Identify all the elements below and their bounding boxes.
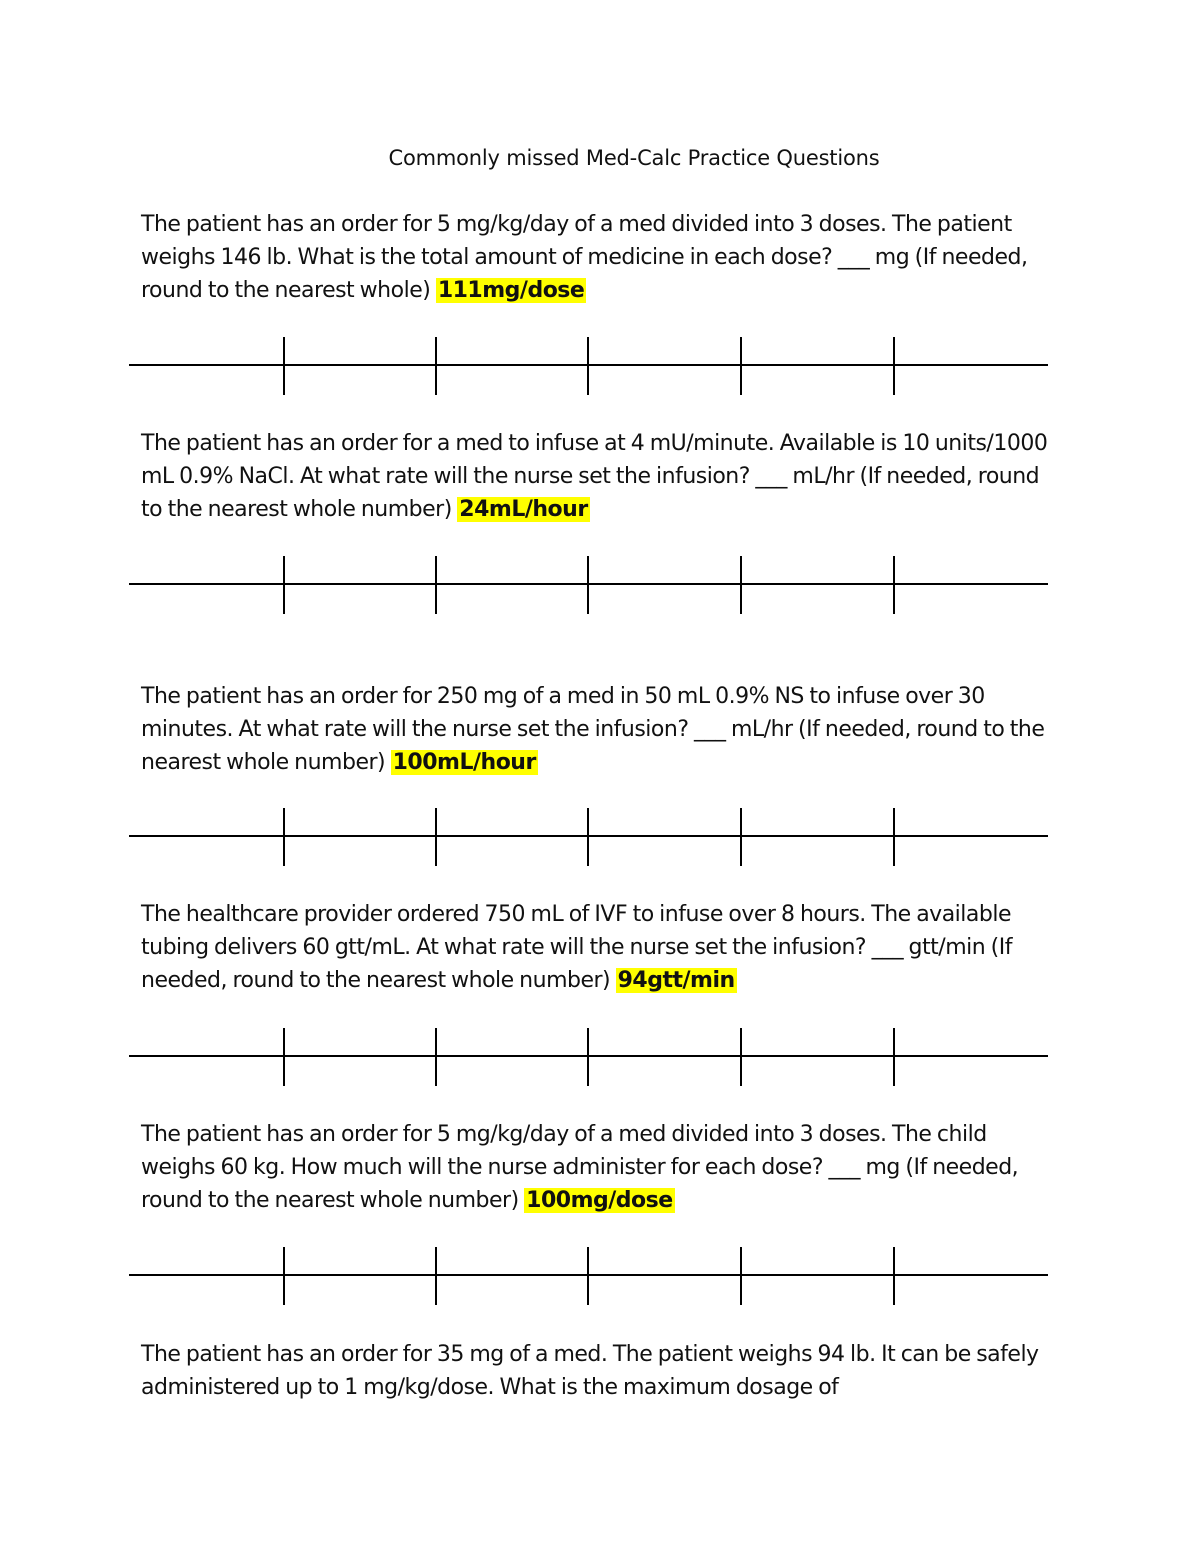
question-6-text: The patient has an order for 35 mg of a med. The patient weighs 94 lb. It can be safely administered up to 1 mg/kg/dose. What is the maximum dosage of [141,1342,1039,1400]
timeline-tick [740,808,742,866]
timeline-tick [740,556,742,614]
timeline-tick [435,808,437,866]
question-3-answer: 100mL/hour [392,750,536,775]
timeline-tick [587,337,589,395]
question-1-text: The patient has an order for 5 mg/kg/day of a med divided into 3 doses. The patient weighs 146 lb. What is the total amount of medicine in each dose? ___ mg (If needed, round to the nearest whole) [141,212,1028,303]
question-2-answer: 24mL/hour [459,497,588,522]
timeline-tick [587,1247,589,1305]
timeline-1 [129,337,1048,395]
timeline-tick [893,556,895,614]
question-4 [141,898,1061,997]
timeline-tick [893,337,895,395]
timeline-tick [893,1247,895,1305]
timeline-tick [435,1247,437,1305]
timeline-tick [587,1028,589,1086]
timeline-tick [435,337,437,395]
question-6 [141,1338,1061,1404]
timeline-tick [283,337,285,395]
timeline-tick [587,808,589,866]
question-3-text: The patient has an order for 250 mg of a med in 50 mL 0.9% NS to infuse over 30 minutes. At what rate will the nurse set the infusion? ___ mL/hr (If needed, round to the nearest whole number) [141,684,1045,775]
timeline-tick [587,556,589,614]
timeline-tick [740,337,742,395]
question-4-text: The healthcare provider ordered 750 mL of IVF to infuse over 8 hours. The available tubing delivers 60 gtt/mL. At what rate will the nurse set the infusion? ___ gtt/min (If needed, round to the nearest whole number) [141,902,1012,993]
timeline-4 [129,1028,1048,1086]
timeline-tick [893,808,895,866]
question-5-text: The patient has an order for 5 mg/kg/day of a med divided into 3 doses. The child weighs 60 kg. How much will the nurse administer for each dose? ___ mg (If needed, round to the nearest whole number) [141,1122,1019,1213]
timeline-tick [283,808,285,866]
question-4-answer: 94gtt/min [617,968,735,993]
timeline-tick [283,1028,285,1086]
question-2 [141,427,1061,526]
question-2-text: The patient has an order for a med to infuse at 4 mU/minute. Available is 10 units/1000 mL 0.9% NaCl. At what rate will the nurse set the infusion? ___ mL/hr (If needed, round to the nearest whole number) [141,431,1048,522]
timeline-tick [283,1247,285,1305]
timeline-5 [129,1247,1048,1305]
question-1-answer: 111mg/dose [437,278,585,303]
question-1 [141,208,1061,307]
question-5 [141,1118,1061,1217]
timeline-tick [893,1028,895,1086]
timeline-tick [435,1028,437,1086]
question-5-answer: 100mg/dose [526,1188,673,1213]
page-title: Commonly missed Med-Calc Practice Questions [388,146,880,170]
timeline-3 [129,808,1048,866]
timeline-tick [740,1247,742,1305]
timeline-2 [129,556,1048,614]
timeline-tick [435,556,437,614]
timeline-tick [283,556,285,614]
timeline-tick [740,1028,742,1086]
question-3 [141,680,1061,779]
